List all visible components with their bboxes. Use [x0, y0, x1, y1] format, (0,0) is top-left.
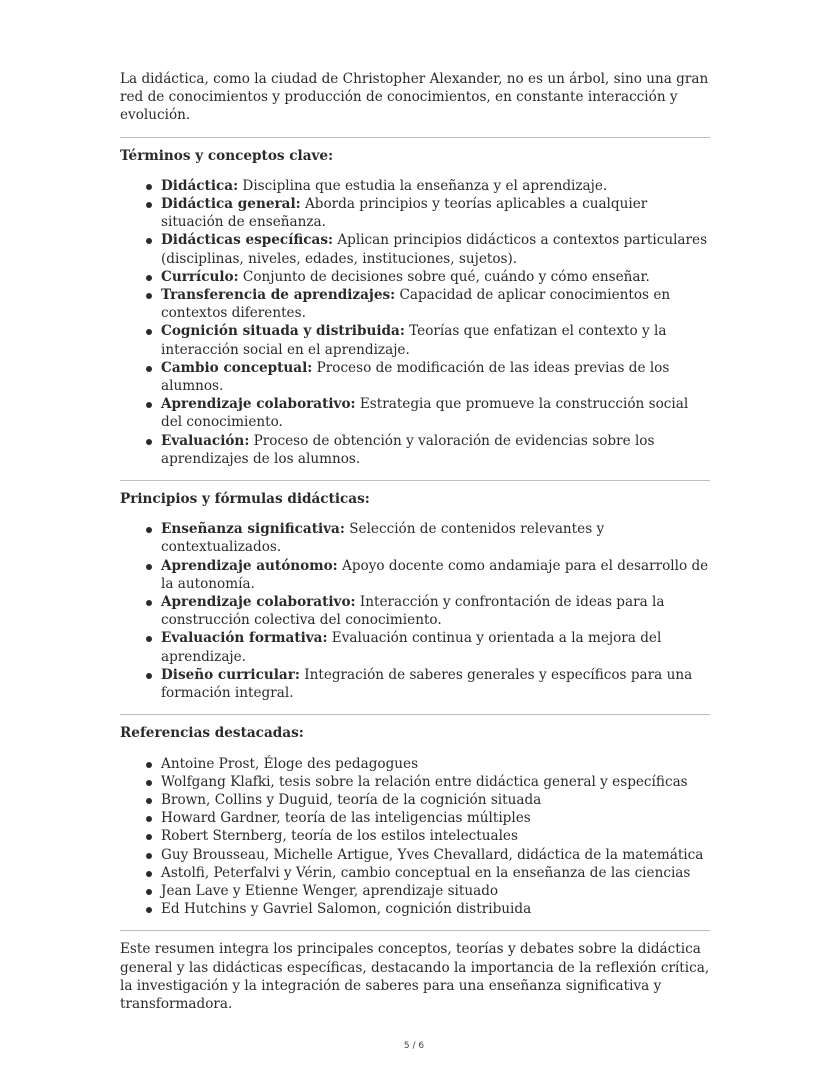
- reference-item: Astolfi, Peterfalvi y Vérin, cambio conceptual en la enseñanza de las ciencias: [161, 864, 710, 882]
- references-list: [120, 755, 710, 919]
- list-item: [161, 231, 710, 267]
- list-item: [161, 286, 710, 322]
- list-item: [161, 195, 710, 231]
- reference-item: Howard Gardner, teoría de las inteligencias múltiples: [161, 809, 710, 827]
- document-page: [120, 70, 710, 1013]
- reference-item: Wolfgang Klafki, tesis sobre la relación entre didáctica general y específicas: [161, 773, 710, 791]
- term-label: Enseñanza significativa:: [161, 521, 345, 538]
- list-item: [161, 359, 710, 395]
- term-label: Evaluación:: [161, 432, 250, 449]
- references-heading: Referencias destacadas:: [120, 725, 304, 742]
- term-description: Interacción y confrontación de ideas para la construcción colectiva del conocimiento.: [161, 594, 665, 629]
- term-description: Apoyo docente como andamiaje para el desarrollo de la autonomía.: [161, 557, 709, 592]
- list-item: [161, 177, 710, 195]
- list-item: [161, 432, 710, 468]
- term-description: Conjunto de decisiones sobre qué, cuándo y cómo enseñar.: [238, 268, 650, 285]
- term-label: Cognición situada y distribuida:: [161, 323, 405, 340]
- term-description: Teorías que enfatizan el contexto y la interacción social en el aprendizaje.: [161, 323, 667, 358]
- term-label: Evaluación formativa:: [161, 630, 328, 647]
- reference-item: Antoine Prost, Éloge des pedagogues: [161, 755, 710, 773]
- terms-heading: Términos y conceptos clave:: [120, 147, 334, 164]
- term-description: Evaluación continua y orientada a la mejora del aprendizaje.: [161, 630, 662, 665]
- section-divider: [120, 714, 710, 715]
- term-description: Estrategia que promueve la construcción social del conocimiento.: [161, 396, 689, 431]
- reference-item: Guy Brousseau, Michelle Artigue, Yves Chevallard, didáctica de la matemática: [161, 846, 710, 864]
- term-description: Capacidad de aplicar conocimientos en contextos diferentes.: [161, 287, 671, 322]
- term-label: Aprendizaje colaborativo:: [161, 594, 356, 611]
- reference-item: Brown, Collins y Duguid, teoría de la cognición situada: [161, 791, 710, 809]
- list-item: [161, 666, 710, 702]
- term-label: Didácticas específicas:: [161, 232, 333, 249]
- section-divider: [120, 930, 710, 931]
- principles-list: [120, 520, 710, 702]
- term-label: Aprendizaje colaborativo:: [161, 396, 356, 413]
- term-description: Proceso de modificación de las ideas previas de los alumnos.: [161, 359, 670, 395]
- term-label: Diseño curricular:: [161, 666, 300, 683]
- principles-heading: Principios y fórmulas didácticas:: [120, 491, 370, 508]
- list-item: [161, 557, 710, 593]
- closing-paragraph: Este resumen integra los principales conceptos, teorías y debates sobre la didáctica general y las didácticas específicas, destacando la importancia de la reflexión crítica, la investigación y la integración de saberes para una enseñanza significativa y transformadora.: [120, 941, 710, 1012]
- term-label: Didáctica:: [161, 177, 239, 194]
- term-description: Aplican principios didácticos a contextos particulares (disciplinas, niveles, edades, instituciones, sujetos).: [161, 232, 708, 267]
- term-description: Disciplina que estudia la enseñanza y el aprendizaje.: [238, 177, 608, 194]
- section-divider: [120, 137, 710, 138]
- list-item: [161, 520, 710, 556]
- term-description: Proceso de obtención y valoración de evidencias sobre los aprendizajes de los alumnos.: [161, 432, 655, 467]
- reference-item: Robert Sternberg, teoría de los estilos intelectuales: [161, 827, 710, 845]
- term-description: Integración de saberes generales y específicos para una formación integral.: [161, 666, 693, 702]
- term-label: Cambio conceptual:: [161, 359, 313, 376]
- list-item: [161, 629, 710, 665]
- reference-item: Jean Lave y Etienne Wenger, aprendizaje situado: [161, 882, 710, 900]
- terms-list: [120, 177, 710, 468]
- term-description: Aborda principios y teorías aplicables a cualquier situación de enseñanza.: [161, 196, 648, 231]
- term-label: Currículo:: [161, 268, 239, 285]
- list-item: [161, 268, 710, 286]
- reference-item: Ed Hutchins y Gavriel Salomon, cognición distribuida: [161, 900, 710, 918]
- term-label: Transferencia de aprendizajes:: [161, 287, 396, 304]
- page-number: 5 / 6: [403, 1041, 425, 1051]
- term-label: Didáctica general:: [161, 196, 301, 213]
- list-item: [161, 593, 710, 629]
- list-item: [161, 322, 710, 358]
- term-description: Selección de contenidos relevantes y contextualizados.: [161, 521, 605, 556]
- term-label: Aprendizaje autónomo:: [161, 557, 338, 574]
- list-item: [161, 395, 710, 431]
- intro-paragraph: La didáctica, como la ciudad de Christopher Alexander, no es un árbol, sino una gran red de conocimientos y producción de conocimientos, en constante interacción y evolución.: [120, 71, 709, 124]
- section-divider: [120, 480, 710, 481]
